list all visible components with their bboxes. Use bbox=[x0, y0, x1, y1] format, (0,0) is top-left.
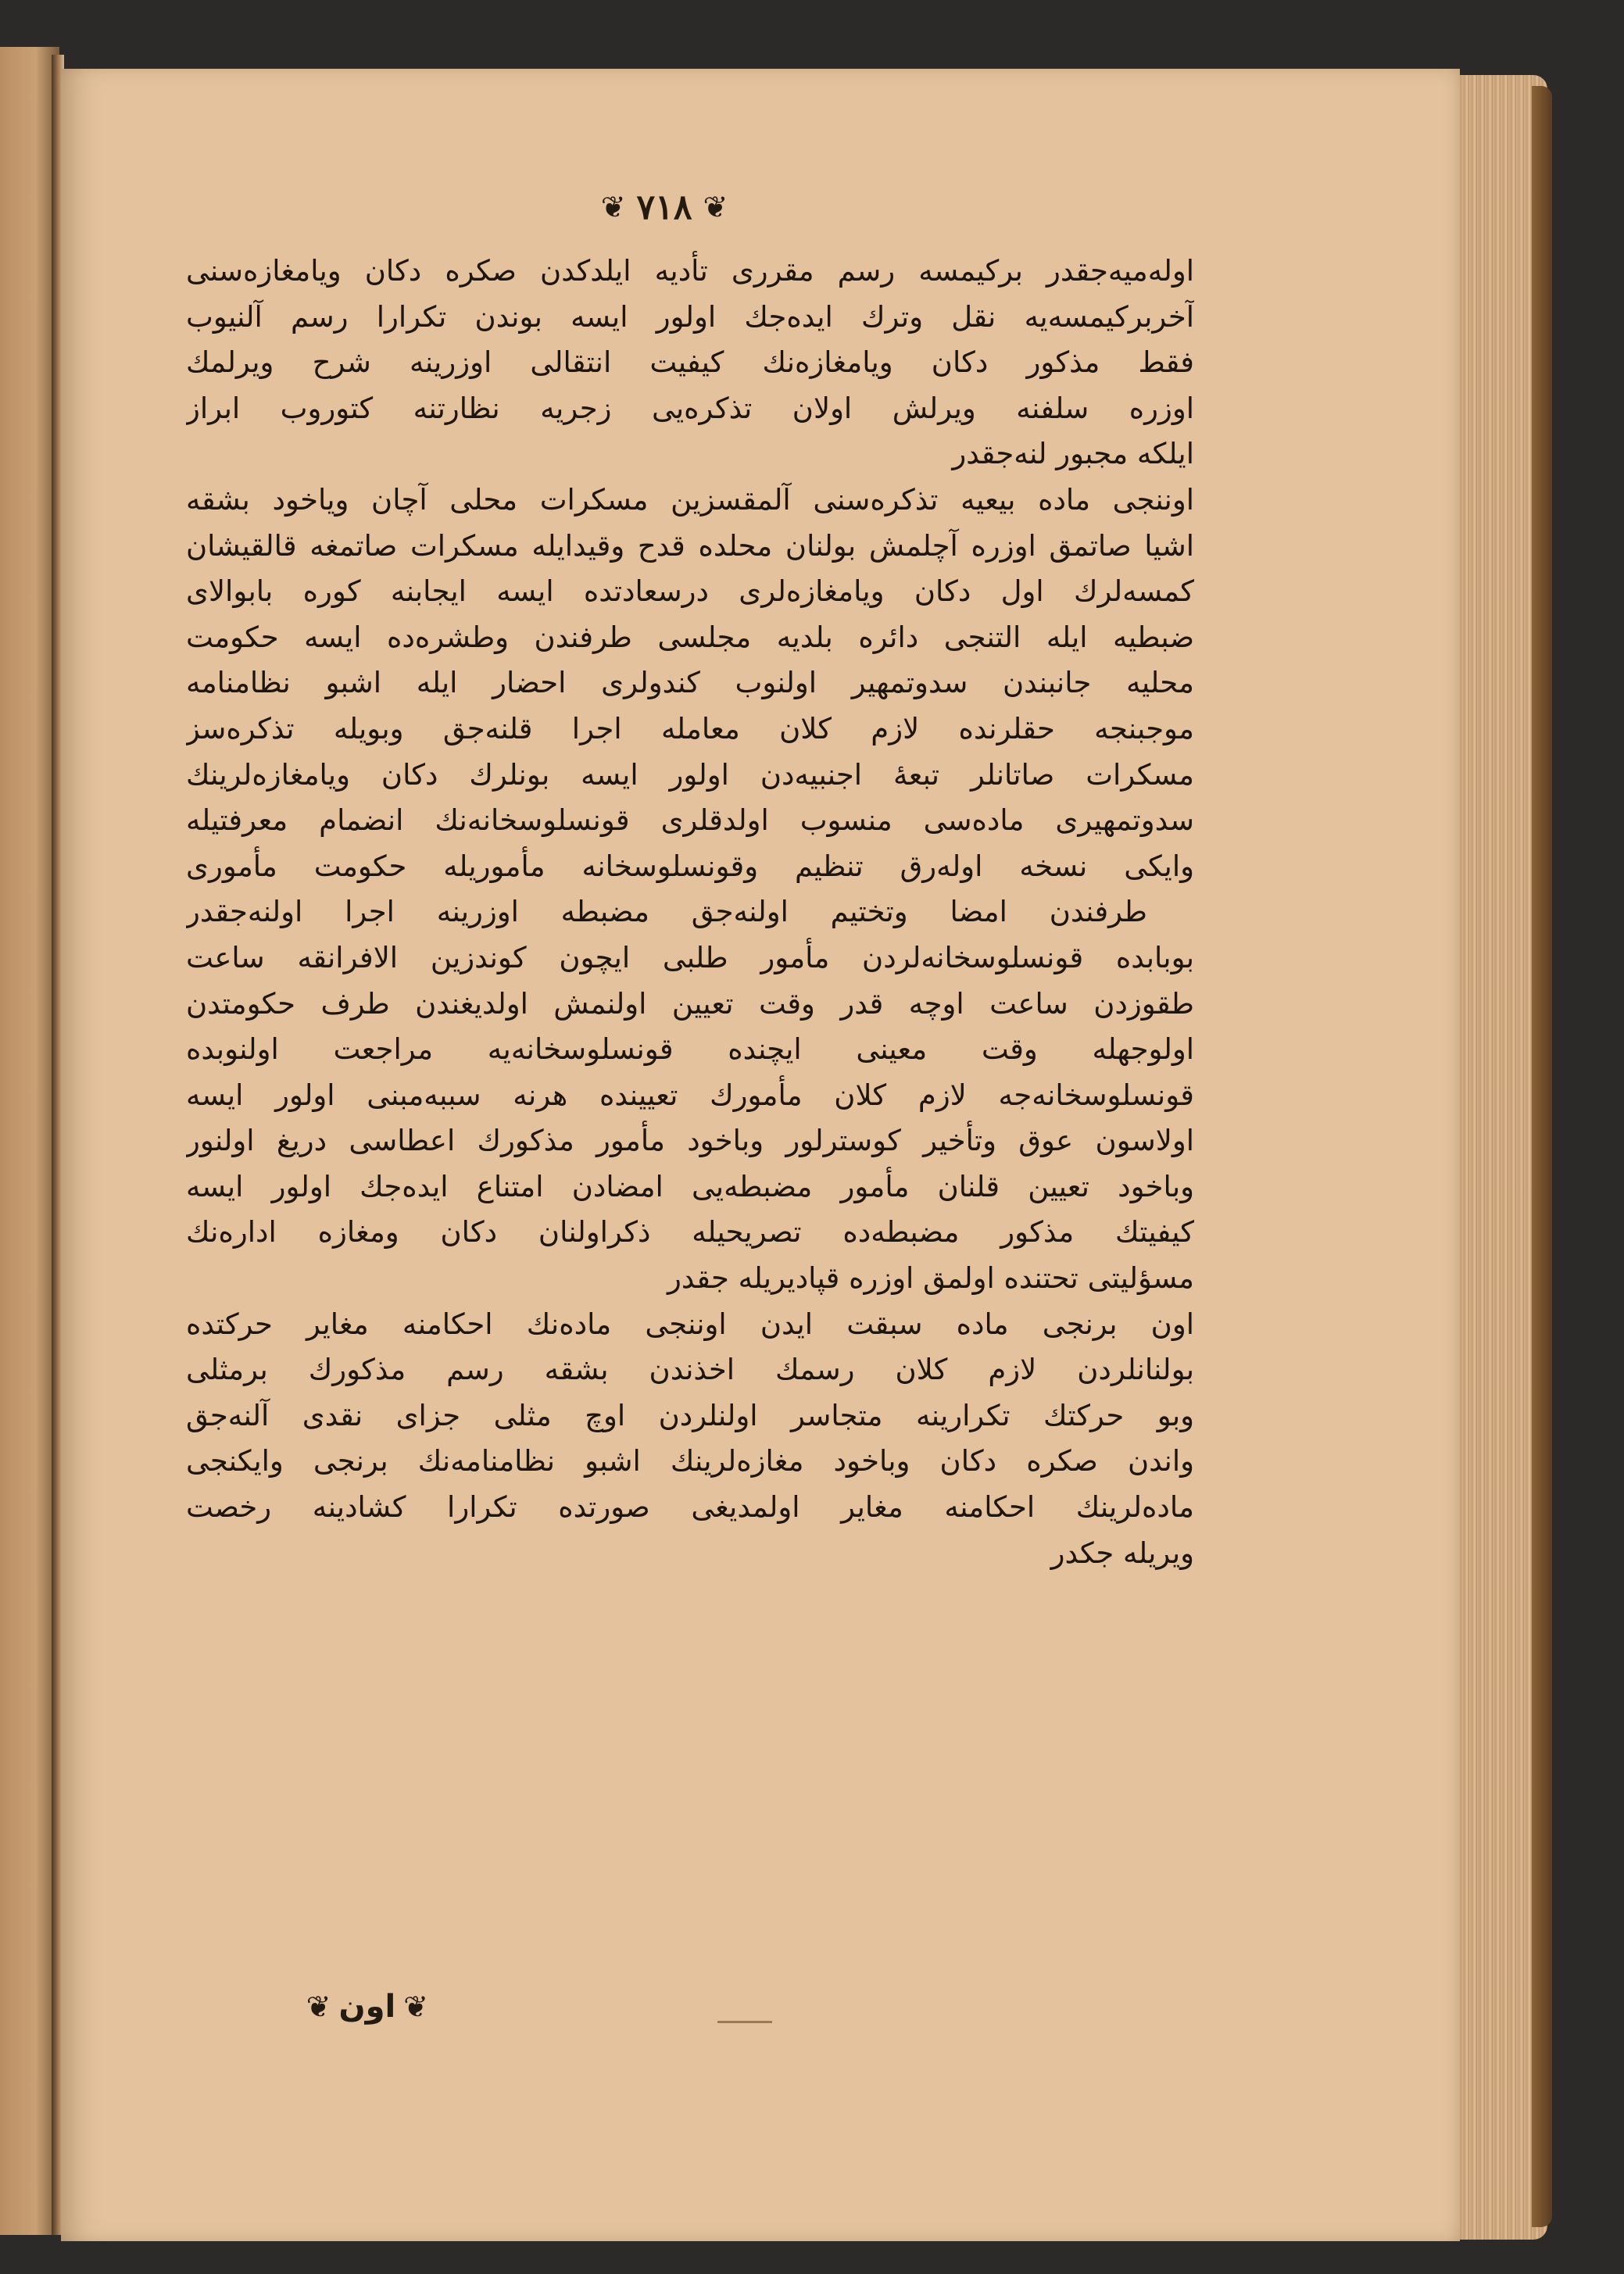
text-line: مسكرات صاتانلر تبعهٔ اجنبیەدن اولور ایسه بونلرك دكان ویامغازەلرینك bbox=[186, 757, 1194, 792]
text-line: مسؤلیتی تحتنده اولمق اوزره قپادیریله جقدر bbox=[667, 1261, 1194, 1296]
catchword: اون bbox=[338, 1989, 396, 2025]
text-line: بولنانلردن لازم كلان رسمك اخذندن بشقه رسم مذكورك برمثلی bbox=[186, 1353, 1194, 1387]
text-line: آخربركیمسەیه نقل وترك ایدەجك اولور ایسه بوندن تكرارا رسم آلنیوب bbox=[186, 299, 1194, 334]
text-line: ایلكه مجبور لنەجقدر bbox=[952, 437, 1194, 471]
ornament-footer-right-icon: ❦ bbox=[403, 1990, 428, 2024]
text-line: اوننجی ماده بیعیه تذكرەسنی آلمقسزین مسكرات محلی آچان ویاخود بشقه bbox=[186, 482, 1194, 517]
page-header bbox=[578, 180, 750, 234]
text-line: محلیه جانبندن سدوتمهیر اولنوب كندولری احضار ایله اشبو نظامنامه bbox=[186, 666, 1194, 700]
text-line: اشیا صاتمق اوزره آچلمش بولنان محلده قدح وقیدایله مسكرات صاتمغه قالقیشان bbox=[186, 528, 1194, 563]
text-line: اولەمیەجقدر بركیمسە رسم مقرری تأدیه ایلدكدن صكره دكان ویامغازەسنی bbox=[186, 254, 1194, 288]
ornament-footer-left-icon: ❦ bbox=[306, 1990, 331, 2024]
left-page-edge bbox=[0, 47, 59, 2235]
printer-mark bbox=[717, 2021, 772, 2023]
text-line: كمسەلرك اول دكان ویامغازەلری درسعادتده ایسه ایجابنه كوره بابوالای bbox=[186, 574, 1194, 609]
text-line: واندن صكره دكان وباخود مغازەلرینك اشبو نظامنامەنك برنجی وایكنجی bbox=[186, 1444, 1194, 1478]
text-line: بوبابده قونسلوسخانەلردن مأمور طلبی ایچون كوندزین الافرانقه ساعت bbox=[186, 940, 1194, 974]
text-line: ضبطیه ایله التنجی دائره بلدیه مجلسی طرفندن وطشرەده ایسه حكومت bbox=[186, 620, 1194, 654]
text-line: طقوزدن ساعت اوچه قدر وقت تعیین اولنمش اولدیغندن طرف حكومتدن bbox=[186, 986, 1194, 1021]
ornament-right-icon: ❦ bbox=[703, 190, 728, 224]
text-line: سدوتمهیری مادەسی منسوب اولدقلری قونسلوسخانەنك انضمام معرفتیله bbox=[186, 803, 1194, 838]
text-line: اولوجهله وقت معینی ایچنده قونسلوسخانەیه مراجعت اولنوبده bbox=[186, 1032, 1194, 1067]
ornament-left-icon: ❦ bbox=[600, 190, 626, 224]
text-line: وایكی نسخه اولەرق تنظیم وقونسلوسخانه مأموریله حكومت مأموری bbox=[186, 849, 1194, 883]
text-line: اولاسون عوق وتأخیر كوسترلور وباخود مأمور مذكورك اعطاسی دریغ اولنور bbox=[186, 1124, 1194, 1158]
text-line: طرفندن امضا وتختیم اولنەجق مضبطه اوزرینه اجرا اولنەجقدر bbox=[186, 895, 1147, 929]
text-line: مادەلرینك احكامنه مغایر اولمدیغی صورتده تكرارا كشادینه رخصت bbox=[186, 1490, 1194, 1525]
text-line: وباخود تعیین قلنان مأمور مضبطەیی امضادن امتناع ایدەجك اولور ایسه bbox=[186, 1169, 1194, 1203]
text-line: موجبنجه حقلرنده لازم كلان معامله اجرا قلنەجق وبویله تذكرەسز bbox=[186, 711, 1194, 745]
text-line: قونسلوسخانەجه لازم كلان مأمورك تعیینده هرنه سببەمبنی اولور ایسه bbox=[186, 1078, 1194, 1112]
text-line: وبو حركتك تكرارینه متجاسر اولنلردن اوچ مثلی جزای نقدی آلنەجق bbox=[186, 1398, 1194, 1432]
page-number: ٧١٨ bbox=[636, 187, 692, 227]
text-line: اوزره سلفنه ویرلش اولان تذكرەیی زجریه نظارتنه كتوروب ابراز bbox=[186, 391, 1194, 425]
cover-edge bbox=[1532, 86, 1552, 2227]
text-line: ویریله جكدر bbox=[1050, 1536, 1194, 1570]
body-text bbox=[186, 248, 1194, 1576]
page-footer bbox=[272, 1983, 428, 2030]
text-line: اون برنجی ماده سبقت ایدن اوننجی مادەنك احكامنه مغایر حركتده bbox=[186, 1307, 1194, 1341]
text-line: كیفیتك مذكور مضبطەده تصریحیله ذكراولنان دكان ومغازه ادارەنك bbox=[186, 1215, 1194, 1250]
text-line: فقط مذكور دكان ویامغازەنك كیفیت انتقالی اوزرینه شرح ویرلمك bbox=[186, 345, 1194, 380]
